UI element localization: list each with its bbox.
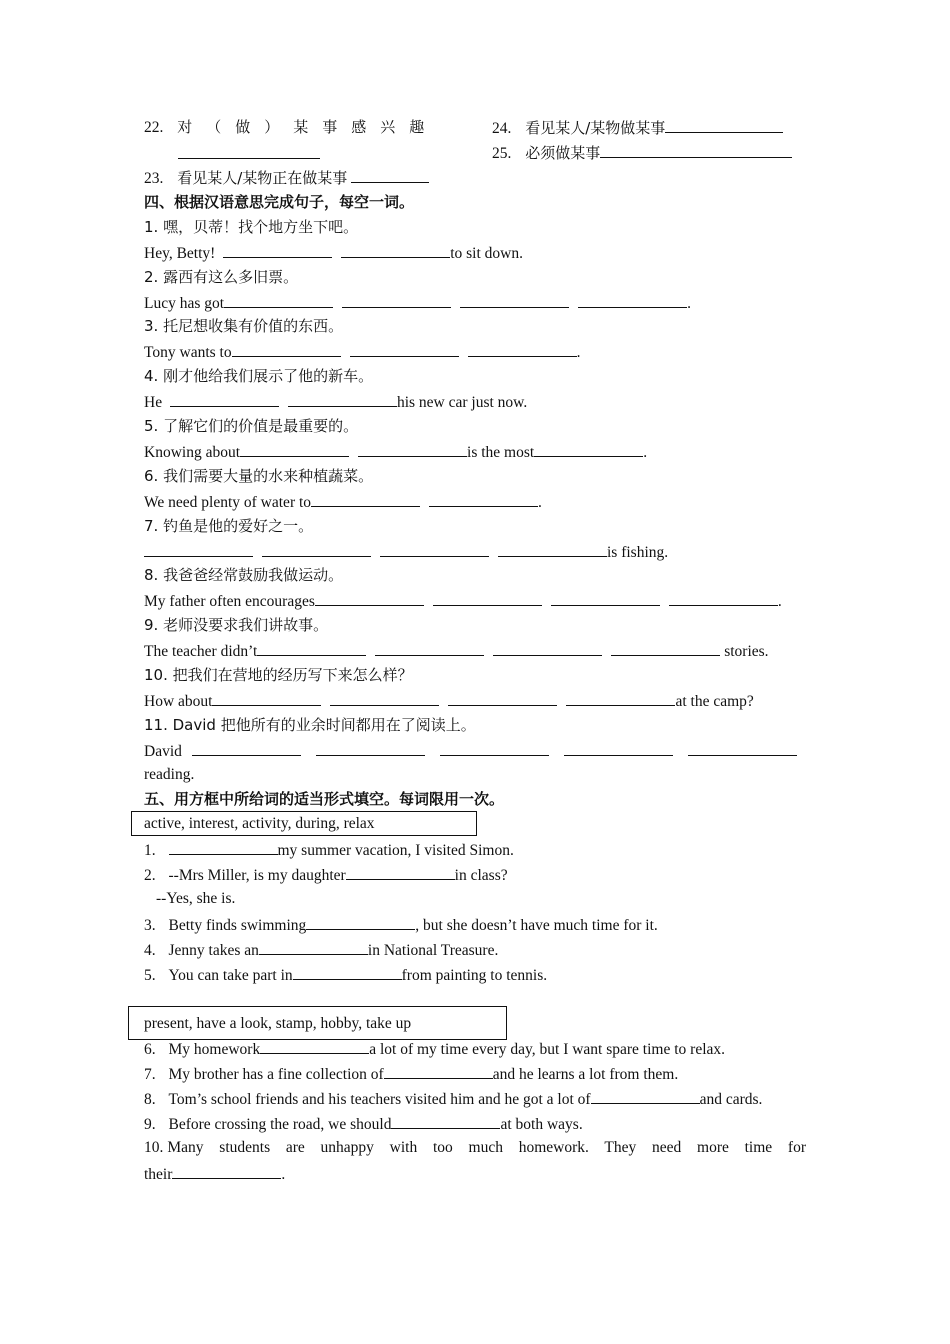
blank[interactable] — [259, 940, 368, 955]
s5-q3: 3. Betty finds swimming , but she doesn’t have much time for it. — [144, 917, 658, 934]
blank[interactable] — [460, 293, 569, 308]
blank[interactable] — [144, 542, 253, 557]
s5-q5: 5. You can take part in from painting to tennis. — [144, 967, 548, 984]
blank[interactable] — [380, 542, 489, 557]
blank[interactable] — [260, 1039, 369, 1054]
s4-q1-en: Hey, Betty! to sit down. — [144, 245, 523, 262]
s4-q3-cn: 3. 托尼想收集有价值的东西。 — [144, 317, 344, 335]
q24-line: 24. 看见某人/某物做某事 — [492, 118, 783, 138]
blank[interactable] — [293, 965, 402, 980]
word-box-2-text: present, have a look, stamp, hobby, take up — [144, 1015, 412, 1032]
s5-q1: 1. my summer vacation, I visited Simon. — [144, 842, 514, 859]
blank[interactable] — [223, 243, 332, 258]
s4-q2-en: Lucy has got . — [144, 295, 691, 312]
blank[interactable] — [212, 691, 321, 706]
blank[interactable] — [330, 691, 439, 706]
blank[interactable] — [564, 741, 673, 756]
blank[interactable] — [384, 1064, 493, 1079]
blank[interactable] — [591, 1089, 700, 1104]
blank[interactable] — [316, 741, 425, 756]
s4-q7-cn: 7. 钓鱼是他的爱好之一。 — [144, 517, 314, 535]
blank[interactable] — [669, 591, 778, 606]
blank[interactable] — [534, 442, 643, 457]
s4-q4-en: He his new car just now. — [144, 394, 528, 411]
s4-q4-cn: 4. 刚才他给我们展示了他的新车。 — [144, 367, 374, 385]
blank[interactable] — [498, 542, 607, 557]
blank[interactable] — [448, 691, 557, 706]
s4-q7-en: is fishing. — [144, 542, 668, 562]
blank[interactable] — [170, 392, 279, 407]
blank[interactable] — [468, 342, 577, 357]
s5-q10: 10. Many students are unhappy with too much homework. They need more time for — [144, 1139, 806, 1156]
blank[interactable] — [232, 342, 341, 357]
blank[interactable] — [306, 915, 415, 930]
blank[interactable] — [257, 641, 366, 656]
s5-q2-answer: --Yes, she is. — [156, 890, 236, 907]
blank[interactable] — [493, 641, 602, 656]
q22-line: 22. 对（做）某事感兴趣 — [144, 118, 439, 136]
s4-q8-cn: 8. 我爸爸经常鼓励我做运动。 — [144, 566, 344, 584]
s4-q6-en: We need plenty of water to . — [144, 494, 542, 511]
blank[interactable] — [346, 865, 455, 880]
q22-blank — [178, 144, 320, 164]
blank[interactable] — [391, 1114, 500, 1129]
blank[interactable] — [311, 492, 420, 507]
s4-q8-en: My father often encourages . — [144, 593, 782, 610]
blank[interactable] — [433, 591, 542, 606]
s5-q2: 2. --Mrs Miller, is my daughter in class? — [144, 867, 508, 884]
q25-line: 25. 必须做某事 — [492, 143, 792, 163]
s4-q10-cn: 10. 把我们在营地的经历写下来怎么样？ — [144, 666, 413, 684]
blank[interactable] — [315, 591, 424, 606]
blank[interactable] — [240, 442, 349, 457]
blank[interactable] — [172, 1164, 281, 1179]
s4-q5-en: Knowing about is the most . — [144, 444, 648, 461]
s4-q11-cont: reading. — [144, 766, 195, 783]
s4-q3-en: Tony wants to . — [144, 344, 581, 361]
s4-q9-cn: 9. 老师没要求我们讲故事。 — [144, 616, 329, 634]
blank[interactable] — [429, 492, 538, 507]
blank[interactable] — [341, 243, 450, 258]
blank[interactable] — [566, 691, 675, 706]
s4-q5-cn: 5. 了解它们的价值是最重要的。 — [144, 417, 359, 435]
blank[interactable] — [342, 293, 451, 308]
blank[interactable] — [375, 641, 484, 656]
section5-title: 五、用方框中所给词的适当形式填空。每词限用一次。 — [144, 790, 505, 808]
s5-q7: 7. My brother has a fine collection of and he learns a lot from them. — [144, 1066, 679, 1083]
s5-q10-cont: their . — [144, 1166, 286, 1183]
s5-q9: 9. Before crossing the road, we should at both ways. — [144, 1116, 583, 1133]
blank[interactable] — [551, 591, 660, 606]
blank[interactable] — [578, 293, 687, 308]
s4-q10-en: How about at the camp? — [144, 693, 754, 710]
blank[interactable] — [224, 293, 333, 308]
s4-q1-cn: 1. 嘿，贝蒂！找个地方坐下吧。 — [144, 218, 359, 236]
blank[interactable] — [358, 442, 467, 457]
s5-q4: 4. Jenny takes an in National Treasure. — [144, 942, 499, 959]
blank[interactable] — [350, 342, 459, 357]
section4-title: 四、根据汉语意思完成句子，每空一词。 — [144, 193, 415, 211]
s5-q8: 8. Tom’s school friends and his teachers visited him and he got a lot of and cards. — [144, 1091, 763, 1108]
word-box-1-text: active, interest, activity, during, relax — [144, 815, 375, 832]
s4-q2-cn: 2. 露西有这么多旧票。 — [144, 268, 299, 286]
blank[interactable] — [611, 641, 720, 656]
blank[interactable] — [440, 741, 549, 756]
s4-q11-cn: 11. David 把他所有的业余时间都用在了阅读上。 — [144, 716, 476, 734]
s5-q6: 6. My homework a lot of my time every day, but I want spare time to relax. — [144, 1041, 726, 1058]
s4-q6-cn: 6. 我们需要大量的水来种植蔬菜。 — [144, 467, 374, 485]
blank[interactable] — [192, 741, 301, 756]
blank[interactable] — [288, 392, 397, 407]
s4-q9-en: The teacher didn’t stories. — [144, 643, 769, 660]
q22-text: 对（做）某事感兴趣 — [177, 118, 439, 136]
q23-line: 23. 看见某人/某物正在做某事 — [144, 168, 429, 188]
s4-q11-en: David — [144, 741, 797, 761]
blank[interactable] — [262, 542, 371, 557]
blank[interactable] — [688, 741, 797, 756]
blank[interactable] — [169, 840, 278, 855]
